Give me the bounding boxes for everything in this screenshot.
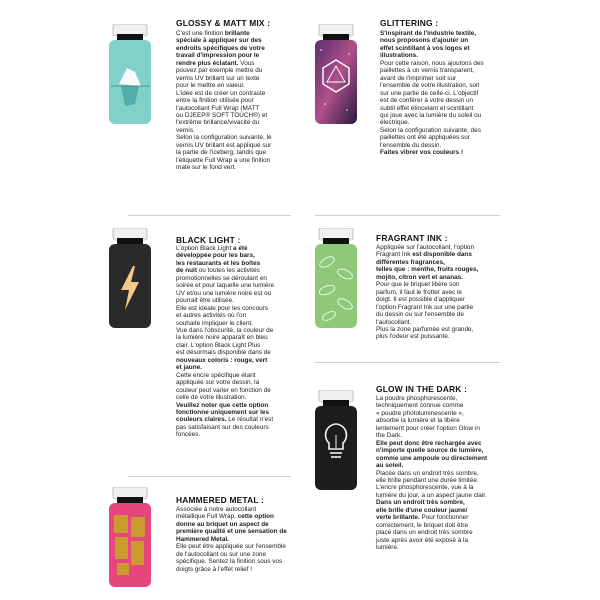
- text-segment: promotionnelles se déroulant en: [176, 274, 267, 282]
- text-segment: the Dark.: [376, 432, 402, 440]
- text-line: [176, 67, 316, 74]
- separator-line: [315, 362, 500, 363]
- text-line: [376, 514, 526, 521]
- text-line: [176, 282, 316, 289]
- text-line: [376, 304, 516, 311]
- text-line: [176, 416, 316, 423]
- text-segment: différentes fragrances,: [376, 258, 445, 266]
- text-line: [176, 349, 316, 356]
- text-line: [376, 417, 526, 424]
- text-segment: pour le mettre en valeur.: [176, 82, 245, 90]
- text-line: [376, 447, 526, 454]
- text-line: [176, 312, 316, 319]
- text-segment: celle de votre illustration.: [176, 394, 247, 402]
- text-segment: spéciale à appliquer sur des: [176, 37, 262, 45]
- text-segment: elle brille pendant une durée limitée.: [376, 476, 479, 484]
- text-line: [176, 409, 316, 416]
- text-segment: et autres activités où l'on: [176, 312, 247, 320]
- text-segment: correctement, le briquet doit être: [376, 521, 468, 529]
- text-segment: les restaurants et les boîtes: [176, 259, 261, 267]
- text-line: [376, 499, 526, 506]
- text-segment: lentement pour créer l'option Glow in: [376, 424, 480, 432]
- text-line: [176, 52, 316, 59]
- text-line: [376, 522, 526, 529]
- text-line: [176, 97, 316, 104]
- text-segment: endroits spécifiques de votre: [176, 44, 265, 52]
- fragrant-title: FRAGRANT INK :: [376, 233, 448, 243]
- text-line: [376, 289, 516, 296]
- glow-title: GLOW IN THE DARK :: [376, 384, 468, 394]
- text-line: [176, 275, 316, 282]
- text-segment: a été: [233, 245, 248, 252]
- text-segment: techniquement connue comme: [376, 402, 464, 410]
- text-segment: Selon la configuration suivante, le: [176, 134, 272, 142]
- text-line: [176, 334, 316, 341]
- text-line: [380, 82, 520, 89]
- hammered-text: [176, 506, 316, 573]
- text-line: [376, 311, 516, 318]
- text-segment: l'extrême brillance/vivacité du: [176, 119, 260, 127]
- text-segment: comme une ampoule ou directement: [376, 454, 488, 462]
- text-line: [176, 30, 316, 37]
- text-line: [380, 112, 520, 119]
- text-line: [176, 558, 316, 565]
- text-segment: première qualité et une sensation de: [176, 528, 287, 536]
- text-segment: Selon la configuration suivante, des: [380, 126, 481, 134]
- text-segment: Cette encre spécifique étant: [176, 371, 256, 379]
- glittering-lighter-image: [313, 24, 359, 124]
- text-line: [376, 296, 516, 303]
- glossy-lighter-image: [107, 24, 153, 124]
- glittering-title: GLITTERING :: [380, 18, 439, 28]
- text-line: [176, 327, 316, 334]
- text-line: [380, 97, 520, 104]
- text-line: [176, 513, 316, 520]
- text-segment: sur une partie de celle-ci. L'objectif: [380, 89, 479, 97]
- text-line: [376, 484, 526, 491]
- text-line: [376, 251, 516, 258]
- text-line: [176, 394, 316, 401]
- text-segment: nous proposons d'ajouter un: [380, 37, 469, 45]
- text-line: [376, 529, 526, 536]
- text-segment: clair. L'option Black Light Plus: [176, 341, 261, 349]
- text-line: [376, 319, 516, 326]
- text-segment: nouveaux coloris : rouge, vert: [176, 356, 268, 364]
- text-segment: doigt. Il est possible d'appliquer: [376, 296, 465, 304]
- text-segment: brillante: [224, 30, 250, 37]
- fragrant-text: [376, 244, 516, 341]
- text-line: [176, 90, 316, 97]
- text-segment: entre la finition utilisée pour: [176, 97, 254, 105]
- text-segment: foncées.: [176, 431, 201, 439]
- text-segment: Elle peut être appliquée sur l'ensemble: [176, 543, 286, 551]
- text-segment: paillettes à un vernis transparent,: [380, 67, 475, 75]
- text-line: [380, 37, 520, 44]
- text-line: [176, 431, 316, 438]
- text-segment: Placée dans un endroit très sombre,: [376, 469, 479, 477]
- text-line: [376, 326, 516, 333]
- separator-line: [128, 215, 291, 216]
- text-segment: Faites vibrer vos couleurs !: [380, 149, 464, 157]
- text-segment: couleur peut varier en fonction de: [176, 386, 271, 394]
- text-segment: Le résultat n'est: [226, 416, 274, 424]
- text-segment: L'encre phosphorescente, vue à la: [376, 484, 474, 492]
- text-segment: mate sur le fond vert.: [176, 164, 237, 172]
- text-segment: donne au briquet un aspect de: [176, 520, 269, 528]
- text-segment: L'idée est de créer un contraste: [176, 89, 266, 97]
- text-segment: Pour cette raison, nous ajoutons des: [380, 59, 484, 67]
- text-segment: Associée à notre autocollant: [176, 506, 257, 513]
- text-segment: couleurs claires.: [176, 416, 227, 424]
- text-line: [176, 127, 316, 134]
- text-line: [380, 105, 520, 112]
- text-line: [376, 274, 516, 281]
- text-line: [176, 267, 316, 274]
- lightbulb-icon: [313, 390, 359, 490]
- text-line: [376, 507, 526, 514]
- text-segment: électrique.: [380, 119, 410, 127]
- text-line: [176, 119, 316, 126]
- text-segment: métallique Full Wrap,: [176, 513, 238, 521]
- text-segment: telles que : menthe, fruits rouges,: [376, 266, 479, 274]
- text-segment: ou DJEEP® SOFT TOUCH®) et: [176, 111, 268, 119]
- text-line: [176, 551, 316, 558]
- text-segment: Dans un endroit très sombre,: [376, 499, 465, 507]
- glossy-text: [176, 30, 316, 172]
- text-line: [176, 37, 316, 44]
- text-line: [376, 432, 526, 439]
- text-segment: Plus la zone parfumée est grande,: [376, 325, 474, 333]
- text-segment: lumière.: [376, 544, 399, 552]
- text-line: [176, 45, 316, 52]
- text-line: [376, 281, 516, 288]
- leaf-icon: [313, 228, 359, 328]
- glow-lighter-image: [313, 390, 359, 490]
- text-segment: subtil effet étincelant et scintillant: [380, 104, 474, 112]
- separator-line: [128, 476, 291, 477]
- text-segment: juste après avoir été exposé à la: [376, 536, 469, 544]
- text-segment: plus l'odeur est puissante.: [376, 333, 450, 341]
- text-segment: qui joue avec la lumière du soleil ou: [380, 111, 482, 119]
- text-line: [376, 477, 526, 484]
- text-line: [380, 119, 520, 126]
- text-line: [376, 402, 526, 409]
- text-segment: l'ensemble de votre illustration, soit: [380, 82, 480, 90]
- text-segment: Veuillez noter que cette option: [176, 401, 269, 409]
- text-line: [176, 342, 316, 349]
- text-line: [176, 290, 316, 297]
- text-line: [176, 252, 316, 259]
- fragrant-lighter-image: [313, 228, 359, 328]
- text-line: [176, 372, 316, 379]
- text-segment: l'autocollant.: [376, 318, 412, 326]
- text-segment: et jaune.: [176, 364, 202, 372]
- text-segment: illustrations.: [380, 52, 418, 60]
- text-segment: pas satisfaisant sur des couleurs: [176, 423, 269, 431]
- text-line: [176, 60, 316, 67]
- text-line: [376, 333, 516, 340]
- text-line: [380, 30, 520, 37]
- text-line: [376, 537, 526, 544]
- text-line: [176, 149, 316, 156]
- blacklight-lighter-image: [107, 228, 153, 328]
- text-segment: n'importe quelle source de lumière,: [376, 447, 484, 455]
- separator-line: [315, 215, 500, 216]
- text-line: [376, 462, 526, 469]
- text-segment: L'option Black Light: [176, 245, 233, 252]
- text-line: [176, 75, 316, 82]
- text-segment: placé dans un endroit très sombre: [376, 529, 473, 537]
- text-line: [380, 90, 520, 97]
- text-segment: rendre plus éclatant.: [176, 59, 239, 67]
- text-line: [376, 470, 526, 477]
- text-segment: est de conférer à votre dessin un: [380, 97, 474, 105]
- text-line: [376, 425, 526, 432]
- text-segment: la partie de l'iceberg, tandis que: [176, 149, 267, 157]
- text-segment: Elle peut donc être rechargée avec: [376, 439, 482, 447]
- text-segment: est disponible dans: [412, 251, 472, 259]
- text-segment: UV et/ou une lumière noire est ou: [176, 289, 272, 297]
- text-line: [176, 528, 316, 535]
- text-line: [176, 357, 316, 364]
- text-segment: Appliquée sur l'autocollant, l'option: [376, 244, 475, 251]
- text-segment: l'étiquette Full Wrap a une finition: [176, 156, 271, 164]
- text-segment: Elle est idéale pour les concours: [176, 304, 269, 312]
- text-segment: vernis UV brillant sur un texte: [176, 74, 260, 82]
- text-segment: appliquée sur votre dessin, la: [176, 379, 260, 387]
- text-line: [176, 245, 316, 252]
- text-line: [176, 164, 316, 171]
- text-line: [176, 379, 316, 386]
- text-line: [380, 52, 520, 59]
- text-segment: paillettes ont été appliquées sur: [380, 134, 470, 142]
- text-line: [176, 320, 316, 327]
- text-segment: absorbe la lumière et la libère: [376, 417, 460, 425]
- text-segment: cette option: [237, 513, 274, 521]
- text-segment: de nuit: [176, 267, 197, 275]
- text-line: [376, 440, 526, 447]
- text-line: [176, 260, 316, 267]
- text-line: [176, 402, 316, 409]
- text-segment: l'autocollant Full Wrap (MATT: [176, 104, 260, 112]
- text-segment: parfum, il faut le frotter avec le: [376, 288, 462, 296]
- text-segment: verte brillante.: [376, 514, 420, 522]
- text-segment: est désormais disponible dans de: [176, 349, 271, 357]
- text-segment: au soleil.: [376, 462, 404, 470]
- glossy-title: GLOSSY & MATT MIX :: [176, 18, 271, 28]
- iceberg-icon: [107, 24, 153, 124]
- glittering-text: [380, 30, 520, 157]
- text-line: [376, 266, 516, 273]
- text-line: [176, 142, 316, 149]
- text-segment: Vous: [238, 59, 255, 67]
- text-segment: ou toutes les activités: [196, 267, 260, 275]
- text-segment: S'inspirant de l'industrie textile,: [380, 30, 477, 37]
- text-segment: Pour que le briquet libère son: [376, 281, 460, 289]
- text-line: [380, 134, 520, 141]
- text-line: [380, 60, 520, 67]
- text-segment: l'ensemble du dessin.: [380, 141, 442, 149]
- text-line: [380, 75, 520, 82]
- text-segment: elle brille d'une couleur jaune/: [376, 506, 468, 514]
- text-line: [176, 134, 316, 141]
- text-line: [380, 45, 520, 52]
- text-segment: « poudre photoluminescente »,: [376, 409, 464, 417]
- text-line: [376, 544, 526, 551]
- text-segment: travail d'impression pour le: [176, 52, 260, 60]
- text-segment: soirée et pour laquelle une lumière: [176, 282, 275, 290]
- glow-text: [376, 395, 526, 552]
- text-line: [176, 364, 316, 371]
- text-segment: vernis UV brillant est appliqué sur: [176, 141, 272, 149]
- hammered-lighter-image: [107, 487, 153, 587]
- text-line: [176, 157, 316, 164]
- text-segment: Vue dans l'obscurité, la couleur de: [176, 326, 274, 334]
- text-segment: du dessin ou sur l'ensemble de: [376, 311, 464, 319]
- hammered-title: HAMMERED METAL :: [176, 495, 265, 505]
- text-line: [176, 521, 316, 528]
- text-line: [176, 424, 316, 431]
- text-segment: Fragrant Ink: [376, 251, 413, 259]
- text-line: [380, 127, 520, 134]
- text-line: [176, 506, 316, 513]
- text-line: [176, 387, 316, 394]
- text-segment: vernis.: [176, 126, 195, 134]
- text-line: [176, 305, 316, 312]
- text-segment: spécifique. Sentez la finition sous vos: [176, 558, 283, 566]
- text-segment: Pour fonctionner: [419, 514, 469, 522]
- text-line: [376, 410, 526, 417]
- text-segment: Hammered Metal.: [176, 535, 229, 543]
- blacklight-title: BLACK LIGHT :: [176, 235, 241, 245]
- text-line: [176, 536, 316, 543]
- text-line: [176, 566, 316, 573]
- text-line: [176, 82, 316, 89]
- text-segment: doigts grâce à l'effet relief !: [176, 565, 253, 573]
- text-segment: développée pour les bars,: [176, 252, 255, 260]
- text-segment: effet scintillant à vos logos et: [380, 44, 470, 52]
- lightning-icon: [107, 228, 153, 328]
- text-segment: avant de l'imprimer soit sur: [380, 74, 457, 82]
- text-line: [376, 455, 526, 462]
- text-line: [176, 112, 316, 119]
- text-segment: l'option Fragrant Ink sur une partie: [376, 303, 474, 311]
- text-line: [376, 492, 526, 499]
- text-segment: pourrait être utilisée.: [176, 297, 234, 305]
- text-line: [176, 543, 316, 550]
- blacklight-text: [176, 245, 316, 439]
- text-segment: souhaite impliquer le client.: [176, 319, 254, 327]
- text-line: [176, 105, 316, 112]
- hammered-metal-icon: [107, 487, 153, 587]
- text-segment: de l'autocollant ou sur une zone: [176, 550, 267, 558]
- text-segment: La poudre phosphorescente,: [376, 395, 458, 402]
- text-line: [380, 67, 520, 74]
- text-line: [176, 297, 316, 304]
- text-line: [376, 244, 516, 251]
- text-segment: C'est une finition: [176, 30, 225, 37]
- text-segment: fonctionne uniquement sur les: [176, 408, 270, 416]
- text-segment: lumière du jour, a un aspect jaune clair.: [376, 491, 487, 499]
- text-line: [380, 142, 520, 149]
- text-line: [376, 395, 526, 402]
- text-segment: mojito, citron vert et ananas.: [376, 273, 464, 281]
- text-segment: pouvez par exemple mettre du: [176, 67, 263, 75]
- text-line: [380, 149, 520, 156]
- dice-icon: [313, 24, 359, 124]
- text-line: [376, 259, 516, 266]
- text-segment: la lumière noire apparaît en bleu: [176, 334, 268, 342]
